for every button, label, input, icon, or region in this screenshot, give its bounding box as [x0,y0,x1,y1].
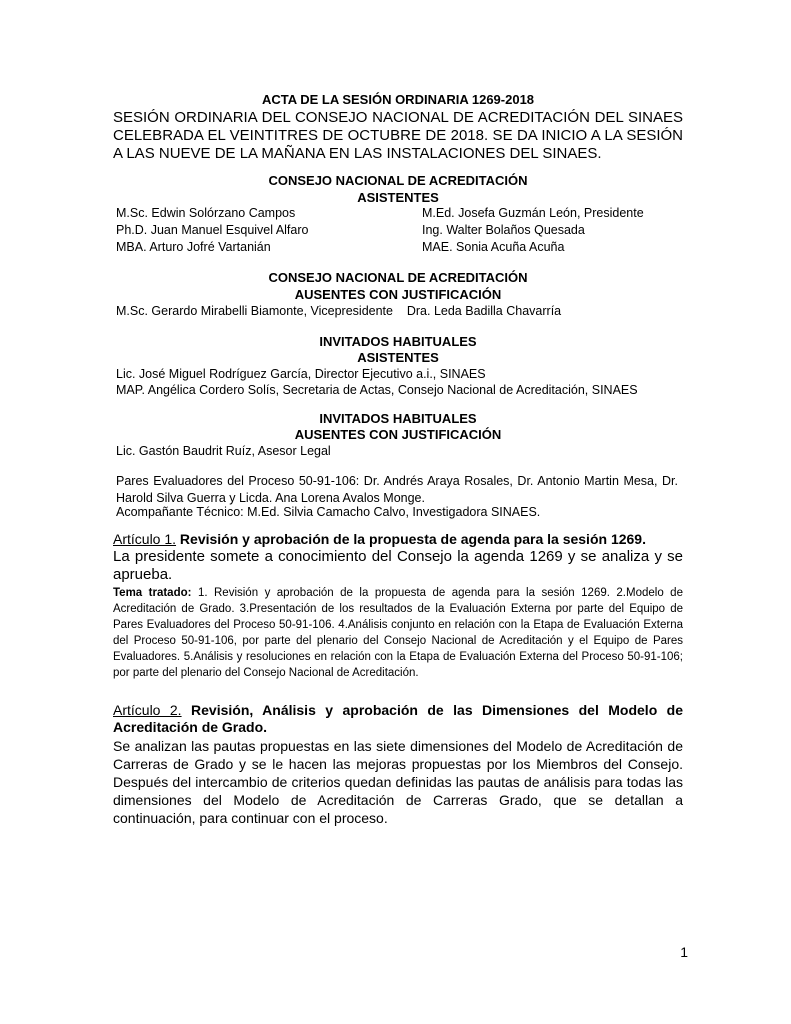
article-2-heading [113,702,683,736]
peer-evaluators: Pares Evaluadores del Proceso 50-91-106: Dr. Andrés Araya Rosales, Dr. Antonio Martin Mesa, Dr. Harold Silva Guerra y Licda. Ana Lorena Avalos Monge. [116,474,678,505]
attendee-row [116,205,676,222]
council-attendees-list [116,205,676,256]
article-label: Artículo 2. [113,702,182,718]
attendee-row [116,222,676,239]
topics-label: Tema tratado: [113,587,192,599]
absent-guest: Lic. Gastón Baudrit Ruíz, Asesor Legal [116,444,331,458]
attendees-heading: ASISTENTES [357,190,439,205]
attendee-name: M.Sc. Edwin Solórzano Campos [116,206,296,220]
article-1-heading [113,530,683,548]
absent-heading: AUSENTES CON JUSTIFICACIÓN [294,287,502,302]
attendee-name: Ph.D. Juan Manuel Esquivel Alfaro [116,223,309,237]
council-heading: CONSEJO NACIONAL DE ACREDITACIÓN [268,270,528,285]
article-label: Artículo 1. [113,531,177,547]
article-2-body: Se analizan las pautas propuestas en las siete dimensiones del Modelo de Acreditación de Carreras de Grado y se le hacen las mejoras propuestas por los Miembros del Consejo. Después del intercambio de criterios quedan definidas las pautas de análisis para todas las dimensiones del Modelo de Acreditación de Carreras Grado, que se detallan a continuación, para continuar con el proceso. [113,738,683,826]
guests-heading: INVITADOS HABITUALES [319,334,477,349]
session-intro: SESIÓN ORDINARIA DEL CONSEJO NACIONAL DE ACREDITACIÓN DEL SINAES CELEBRADA EL VEINTITRES DE OCTUBRE DE 2018. SE DA INICIO A LA SESIÓN A LAS NUEVE DE LA MAÑANA EN LAS INSTALACIONES DEL SINAES. [113,109,683,162]
guests-heading: INVITADOS HABITUALES [319,411,477,426]
article-1-body: La presidente somete a conocimiento del Consejo la agenda 1269 y se analiza y se aprueba. [113,548,683,583]
attendees-heading: ASISTENTES [357,350,439,365]
document-title: ACTA DE LA SESIÓN ORDINARIA 1269-2018 [261,92,535,107]
attendee-name: Ing. Walter Bolaños Quesada [422,223,585,237]
attendee-row [116,239,676,256]
article-title: Revisión y aprobación de la propuesta de agenda para la sesión 1269. [179,531,646,547]
attendee-name: MBA. Arturo Jofré Vartanián [116,240,271,254]
topics-text: 1. Revisión y aprobación de la propuesta de agenda para la sesión 1269. 2.Modelo de Acreditación de Grado. 3.Presentación de los resultados de la Evaluación Externa por parte del Equipo de Pares Evaluadores del Proceso 50-91-106. 4.Análisis conjunto en relación con la Etapa de Evaluación Externa del Proceso 50-91-106, por parte del plenario del Consejo Nacional de Acreditación y el Equipo de Pares Evaluadores. 5.Análisis y resoluciones en relación con la Etapa de Evaluación Externa del Proceso 50-91-106; por parte del plenario del Consejo Nacional de Acreditación. [113,587,683,679]
technical-companion: Acompañante Técnico: M.Ed. Silvia Camacho Calvo, Investigadora SINAES. [116,505,541,519]
attendee-name: MAE. Sonia Acuña Acuña [422,240,565,254]
council-heading: CONSEJO NACIONAL DE ACREDITACIÓN [268,173,528,188]
guest-attendee: MAP. Angélica Cordero Solís, Secretaria de Actas, Consejo Nacional de Acreditación, SINAES [116,383,638,397]
absent-heading: AUSENTES CON JUSTIFICACIÓN [294,427,502,442]
article-1-topics [113,585,683,681]
article-title: Revisión, Análisis y aprobación de las Dimensiones del Modelo de Acreditación de Grado. [113,702,684,735]
attendee-name: M.Ed. Josefa Guzmán León, Presidente [422,206,644,220]
guest-attendee: Lic. José Miguel Rodríguez García, Director Ejecutivo a.i., SINAES [116,367,486,381]
page-number: 1 [680,944,688,960]
absent-members: M.Sc. Gerardo Mirabelli Biamonte, Vicepresidente Dra. Leda Badilla Chavarría [116,304,562,318]
